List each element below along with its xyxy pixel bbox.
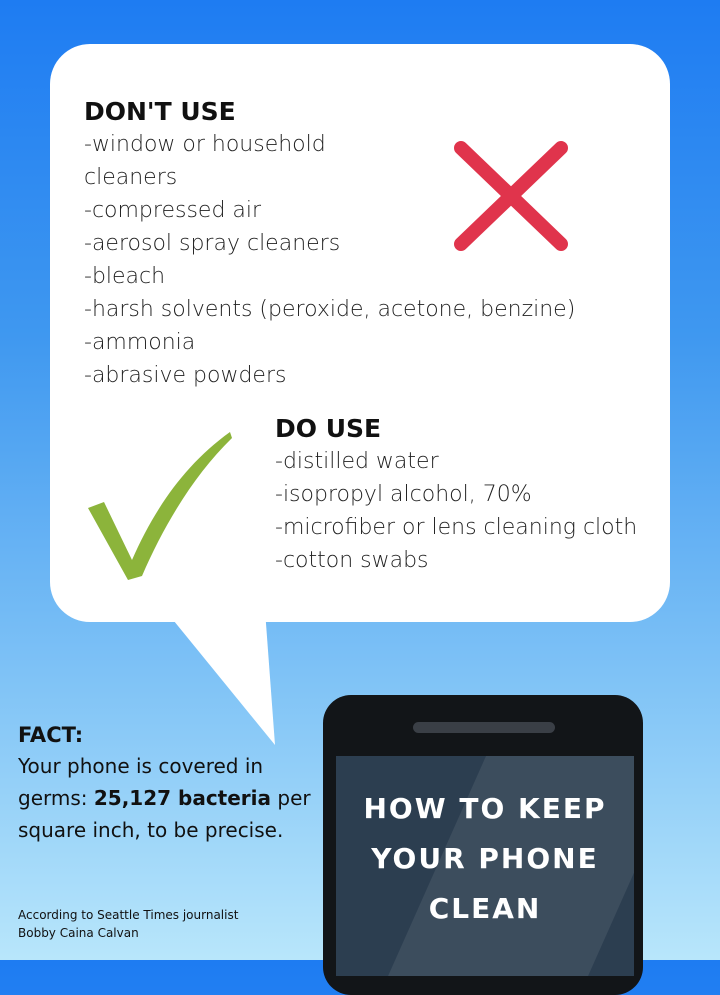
phone-speaker: [413, 722, 555, 733]
fact-highlight: 25,127 bacteria: [93, 786, 272, 810]
dont-use-heading: DON'T USE: [84, 97, 236, 126]
dont-use-item: -window or household: [84, 132, 326, 157]
x-mark-icon: [447, 134, 575, 258]
dont-use-item: -bleach: [84, 264, 166, 289]
dont-use-item: cleaners: [84, 165, 178, 190]
source-line-2: Bobby Caina Calvan: [18, 926, 139, 940]
screen-title-line-3: CLEAN: [428, 892, 542, 925]
do-use-item: -distilled water: [275, 449, 439, 474]
screen-title-line-1: HOW TO KEEP: [363, 792, 607, 825]
do-use-item: -isopropyl alcohol, 70%: [275, 482, 532, 507]
fact-heading: FACT:: [18, 723, 84, 747]
do-use-section: [275, 413, 685, 577]
fact-block: [18, 720, 318, 846]
fact-text-after: per square inch, to be precise.: [18, 786, 311, 842]
do-use-heading: DO USE: [275, 414, 382, 443]
dont-use-item: -aerosol spray cleaners: [84, 231, 341, 256]
checkmark-icon: [84, 430, 234, 582]
fact-text-before: Your phone is covered in germs:: [18, 754, 264, 810]
do-use-item: -cotton swabs: [275, 548, 429, 573]
phone-screen: [336, 756, 634, 976]
dont-use-item: -harsh solvents (peroxide, acetone, benzine): [84, 297, 576, 322]
source-credit: [18, 906, 298, 942]
source-line-1: According to Seattle Times journalist: [18, 908, 239, 922]
screen-title-line-2: YOUR PHONE: [371, 842, 599, 875]
do-use-item: -microfiber or lens cleaning cloth: [275, 515, 638, 540]
dont-use-item: -compressed air: [84, 198, 262, 223]
fact-text: [18, 750, 318, 846]
phone-screen-title: [336, 784, 634, 934]
dont-use-item: -abrasive powders: [84, 363, 287, 388]
dont-use-item: -ammonia: [84, 330, 196, 355]
